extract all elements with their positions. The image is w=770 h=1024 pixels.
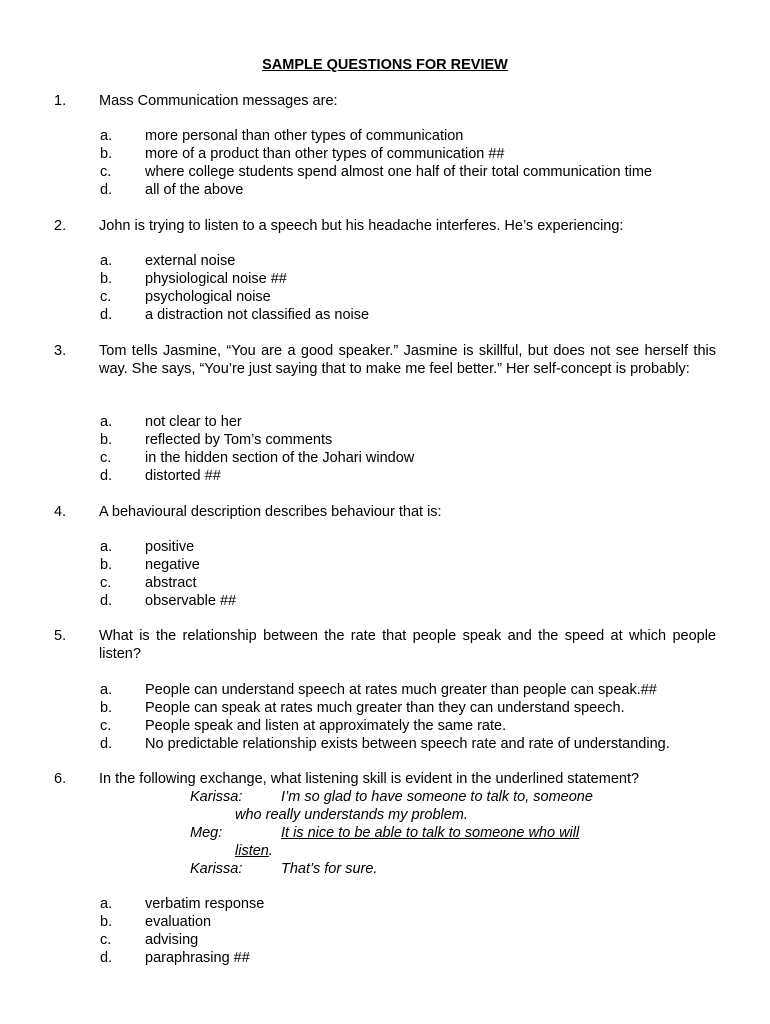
option-text: physiological noise ## xyxy=(145,271,287,287)
question-number: 3. xyxy=(54,343,67,359)
dialogue-speaker-karissa: Karissa: xyxy=(190,861,243,877)
option-d xyxy=(0,306,770,324)
option-text: psychological noise xyxy=(145,289,271,305)
option-letter: b. xyxy=(100,557,113,573)
option-letter: a. xyxy=(100,414,113,430)
option-letter: d. xyxy=(100,307,113,323)
question-text: John is trying to listen to a speech but his headache interferes. He’s experiencing: xyxy=(99,218,624,234)
option-d xyxy=(0,735,770,753)
question-number: 1. xyxy=(54,93,67,109)
option-b xyxy=(0,913,770,931)
option-c xyxy=(0,717,770,735)
option-letter: c. xyxy=(100,164,112,180)
option-d xyxy=(0,467,770,485)
option-b xyxy=(0,431,770,449)
option-letter: d. xyxy=(100,950,113,966)
option-text: advising xyxy=(145,932,199,948)
question-number: 6. xyxy=(54,771,67,787)
question-number: 2. xyxy=(54,218,67,234)
dialogue-speaker-meg: Meg: xyxy=(190,825,223,841)
option-text: verbatim response xyxy=(145,896,265,912)
dialogue-line xyxy=(235,842,273,860)
option-text: a distraction not classified as noise xyxy=(145,307,370,323)
option-text: negative xyxy=(145,557,200,573)
underlined-statement-end: listen xyxy=(235,843,269,859)
option-letter: a. xyxy=(100,128,113,144)
question-text: A behavioural description describes behaviour that is: xyxy=(99,504,442,520)
option-text: paraphrasing ## xyxy=(145,950,250,966)
option-a xyxy=(0,895,770,913)
option-letter: d. xyxy=(100,593,113,609)
option-b xyxy=(0,556,770,574)
option-text: No predictable relationship exists between speech rate and rate of understanding. xyxy=(145,736,670,752)
option-letter: b. xyxy=(100,146,113,162)
option-c xyxy=(0,931,770,949)
option-letter: a. xyxy=(100,896,113,912)
option-text: more of a product than other types of communication ## xyxy=(145,146,505,162)
option-a xyxy=(0,413,770,431)
option-letter: c. xyxy=(100,718,112,734)
option-letter: b. xyxy=(100,914,113,930)
option-text: observable ## xyxy=(145,593,237,609)
option-letter: d. xyxy=(100,468,113,484)
option-b xyxy=(0,145,770,163)
question-6-options xyxy=(0,895,770,967)
question-2-options xyxy=(0,252,770,324)
underlined-statement: It is nice to be able to talk to someone who will xyxy=(281,825,580,841)
option-letter: d. xyxy=(100,736,113,752)
question-number: 5. xyxy=(54,628,67,644)
question-3-options xyxy=(0,413,770,485)
dialogue-line: That’s for sure. xyxy=(281,861,378,877)
option-a xyxy=(0,252,770,270)
option-text: People speak and listen at approximately the same rate. xyxy=(145,718,507,734)
option-c xyxy=(0,449,770,467)
option-letter: c. xyxy=(100,289,112,305)
option-text: more personal than other types of communication xyxy=(145,128,464,144)
option-letter: c. xyxy=(100,932,112,948)
option-c xyxy=(0,163,770,181)
page-title: SAMPLE QUESTIONS FOR REVIEW xyxy=(262,57,508,73)
option-b xyxy=(0,270,770,288)
question-text: In the following exchange, what listening skill is evident in the underlined statement? xyxy=(99,771,640,787)
option-text: positive xyxy=(145,539,195,555)
question-number: 4. xyxy=(54,504,67,520)
dialogue-speaker-karissa: Karissa: xyxy=(190,789,243,805)
option-d xyxy=(0,592,770,610)
option-letter: a. xyxy=(100,539,113,555)
question-text: Tom tells Jasmine, “You are a good speaker.” Jasmine is skillful, but does not see herself this way. She says, “You’re just saying that to make me feel better.” Her self-concept is probably: xyxy=(99,343,716,377)
option-text: abstract xyxy=(145,575,197,591)
option-text: People can understand speech at rates much greater than people can speak.## xyxy=(145,682,657,698)
option-text: all of the above xyxy=(145,182,244,198)
option-text: distorted ## xyxy=(145,468,221,484)
option-text: reflected by Tom’s comments xyxy=(145,432,333,448)
dialogue-period: . xyxy=(268,843,273,859)
option-b xyxy=(0,699,770,717)
question-text: Mass Communication messages are: xyxy=(99,93,338,109)
option-letter: a. xyxy=(100,253,113,269)
dialogue-line: I’m so glad to have someone to talk to, someone xyxy=(281,789,593,805)
option-text: evaluation xyxy=(145,914,212,930)
dialogue-line: who really understands my problem. xyxy=(235,807,468,823)
option-d xyxy=(0,949,770,967)
option-a xyxy=(0,681,770,699)
option-letter: c. xyxy=(100,450,112,466)
option-c xyxy=(0,574,770,592)
question-text: What is the relationship between the rate that people speak and the speed at which people listen? xyxy=(99,628,716,662)
question-5-options xyxy=(0,681,770,753)
option-text: in the hidden section of the Johari window xyxy=(145,450,415,466)
question-4-options xyxy=(0,538,770,610)
option-letter: b. xyxy=(100,271,113,287)
question-1-options xyxy=(0,127,770,199)
option-c xyxy=(0,288,770,306)
option-a xyxy=(0,538,770,556)
option-text: not clear to her xyxy=(145,414,242,430)
option-letter: c. xyxy=(100,575,112,591)
option-text: People can speak at rates much greater than they can understand speech. xyxy=(145,700,625,716)
option-letter: d. xyxy=(100,182,113,198)
option-text: external noise xyxy=(145,253,236,269)
option-letter: b. xyxy=(100,700,113,716)
option-letter: a. xyxy=(100,682,113,698)
option-letter: b. xyxy=(100,432,113,448)
option-d xyxy=(0,181,770,199)
option-a xyxy=(0,127,770,145)
option-text: where college students spend almost one half of their total communication time xyxy=(145,164,652,180)
